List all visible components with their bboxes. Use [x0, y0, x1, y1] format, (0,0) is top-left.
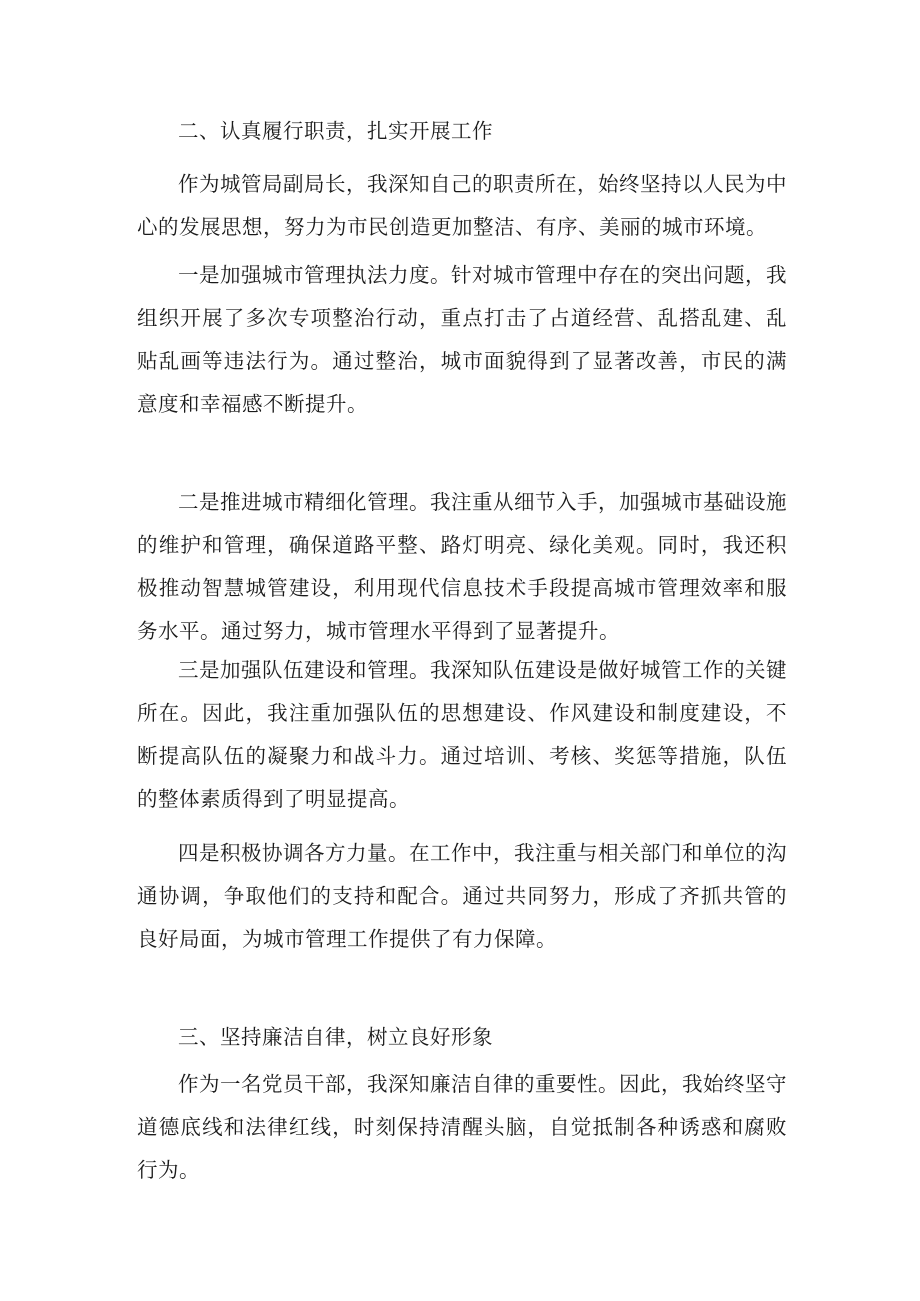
paragraph-integrity: 作为一名党员干部，我深知廉洁自律的重要性。因此，我始终坚守道德底线和法律红线，时刻保持清醒头脑，自觉抵制各种诱惑和腐败行为。: [137, 1072, 787, 1182]
section-heading-2: 二、认真履行职责，扎实开展工作: [178, 119, 493, 143]
paragraph-team-building: 三是加强队伍建设和管理。我深知队伍建设是做好城管工作的关键所在。因此，我注重加强队伍的思想建设、作风建设和制度建设，不断提高队伍的凝聚力和战斗力。通过培训、考核、奖惩等措施，队伍的整体素质得到了明显提高。: [137, 658, 787, 811]
paragraph-enforcement: 一是加强城市管理执法力度。针对城市管理中存在的突出问题，我组织开展了多次专项整治行动，重点打击了占道经营、乱搭乱建、乱贴乱画等违法行为。通过整治，城市面貌得到了显著改善，市民的满意度和幸福感不断提升。: [137, 263, 787, 416]
section-heading-3: 三、坚持廉洁自律，树立良好形象: [178, 1025, 493, 1049]
paragraph-duty-intro: 作为城管局副局长，我深知自己的职责所在，始终坚持以人民为中心的发展思想，努力为市民创造更加整洁、有序、美丽的城市环境。: [137, 172, 787, 239]
paragraph-refined-management: 二是推进城市精细化管理。我注重从细节入手，加强城市基础设施的维护和管理，确保道路平整、路灯明亮、绿化美观。同时，我还积极推动智慧城管建设，利用现代信息技术手段提高城市管理效率和服务水平。通过努力，城市管理水平得到了显著提升。: [137, 490, 787, 643]
paragraph-coordination: 四是积极协调各方力量。在工作中，我注重与相关部门和单位的沟通协调，争取他们的支持和配合。通过共同努力，形成了齐抓共管的良好局面，为城市管理工作提供了有力保障。: [137, 841, 787, 951]
